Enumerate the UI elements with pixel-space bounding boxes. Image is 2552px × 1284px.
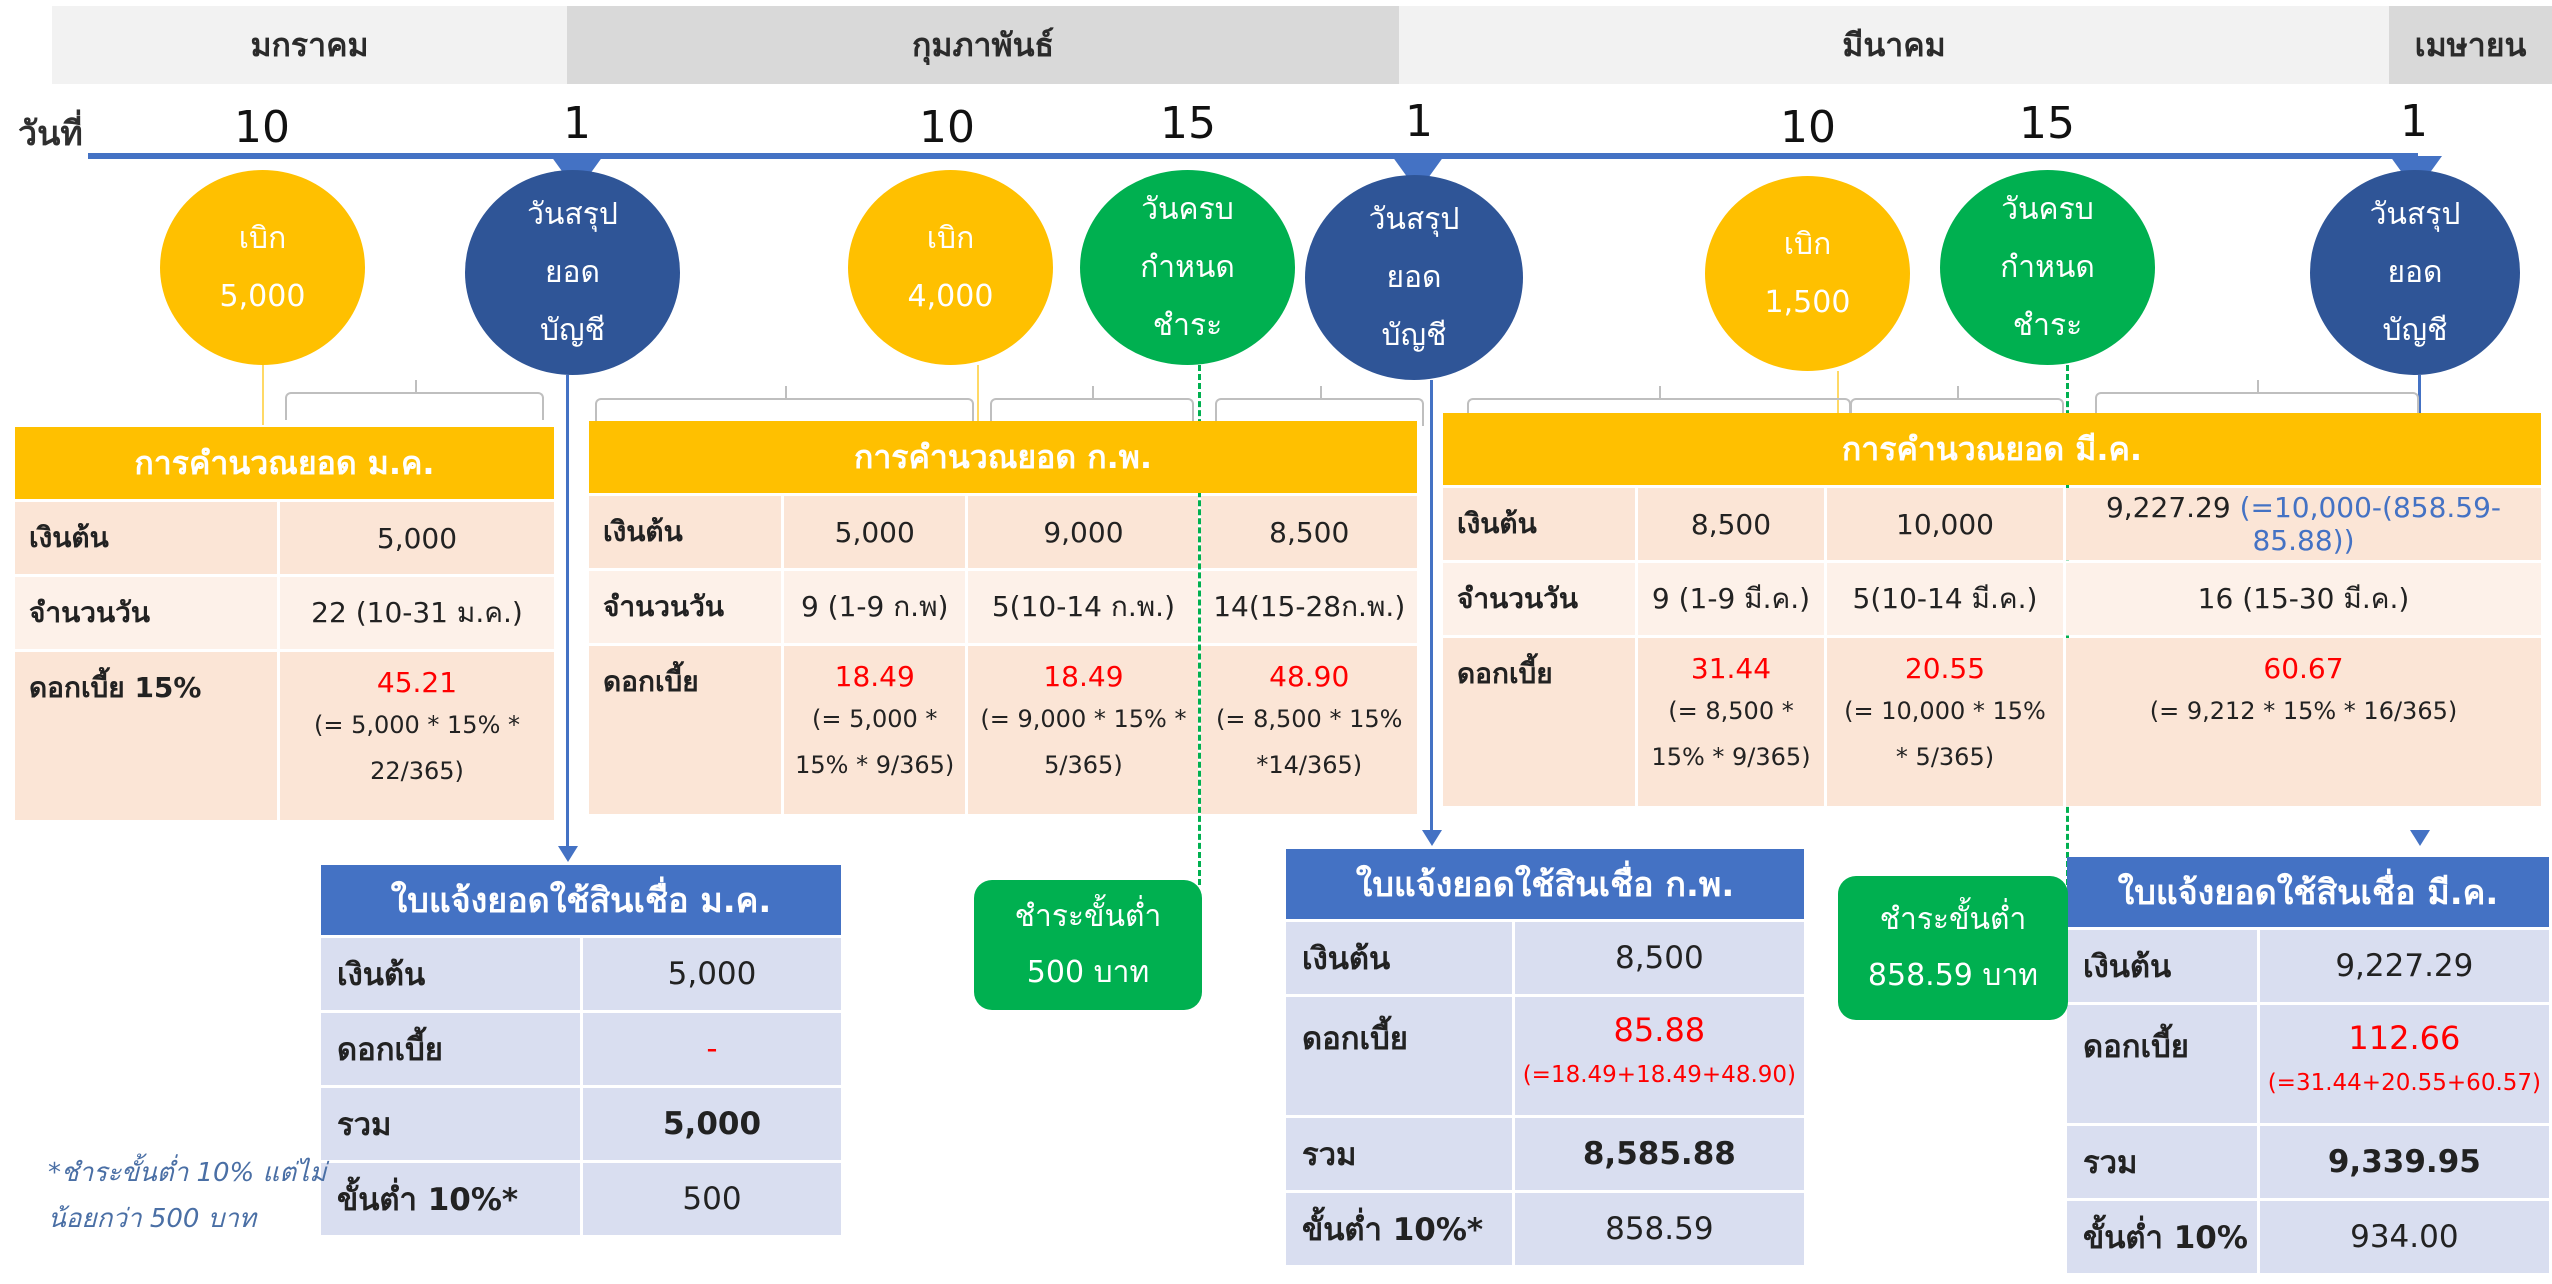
- min-payment-box: [974, 880, 1202, 1010]
- principal-value: 8,500: [1201, 496, 1417, 568]
- days-value: 9 (1-9 มี.ค.): [1638, 563, 1824, 635]
- month-march: มีนาคม: [1399, 6, 2389, 84]
- interest-cell: [1515, 997, 1804, 1115]
- statement-arrow-line: [1430, 380, 1433, 840]
- calc-table-jan: [12, 424, 557, 823]
- due-day-text: กำหนด: [2000, 249, 2095, 285]
- statement-arrow-line: [566, 375, 569, 855]
- row-label-minimum: ขั้นต่ำ 10%: [2067, 1201, 2257, 1273]
- principal-value: 9,227.29: [2260, 930, 2549, 1002]
- day-marker: 10: [919, 102, 975, 153]
- interest-value: 112.66: [2348, 1019, 2461, 1057]
- withdraw-label: เบิก: [1783, 226, 1832, 262]
- principal-value: 10,000: [1827, 488, 2063, 560]
- statement-table-mar: [2064, 854, 2552, 1276]
- calc-table-mar: [1440, 410, 2544, 809]
- principal-value: 9,000: [968, 496, 1198, 568]
- principal-value: 8,500: [1515, 922, 1804, 994]
- timeline-axis: [88, 153, 2418, 159]
- calc-title: การคำนวณยอด ก.พ.: [589, 421, 1417, 493]
- days-value: 5(10-14 มี.ค.): [1827, 563, 2063, 635]
- min-payment-label: ชำระขั้นต่ำ: [1014, 899, 1162, 934]
- interest-formula: (=31.44+20.55+60.57): [2267, 1070, 2541, 1096]
- interest-value: -: [583, 1013, 841, 1085]
- interest-value: 85.88: [1613, 1011, 1706, 1049]
- day-marker: 1: [2400, 96, 2428, 147]
- principal-value: 5,000: [280, 502, 554, 574]
- statement-day-event: [2310, 170, 2520, 375]
- day-marker: 1: [1405, 96, 1433, 147]
- days-value: 16 (15-30 มี.ค.): [2066, 563, 2541, 635]
- withdraw-event: [848, 170, 1053, 365]
- arrow-head-icon: [558, 846, 578, 862]
- interest-cell: [1827, 638, 2063, 806]
- interest-formula: (= 8,500 *: [1668, 697, 1794, 725]
- interest-cell: [784, 646, 965, 814]
- interest-value: 18.49: [1043, 660, 1124, 693]
- min-payment-amount: 500 บาท: [1026, 955, 1150, 990]
- days-value: 9 (1-9 ก.พ): [784, 571, 965, 643]
- row-label-interest: ดอกเบี้ย: [589, 646, 781, 814]
- day-marker: 10: [1780, 102, 1836, 153]
- interest-formula: * 5/365): [1895, 743, 1995, 771]
- interest-cell: [1638, 638, 1824, 806]
- month-april: เมษายน: [2389, 6, 2552, 84]
- statement-table-jan: [318, 862, 844, 1238]
- principal-value: 5,000: [583, 938, 841, 1010]
- total-value: 5,000: [583, 1088, 841, 1160]
- connector-line: [977, 365, 979, 425]
- statement-day-text: บัญชี: [1381, 317, 1447, 353]
- statement-day-event: [465, 170, 680, 375]
- day-marker: 15: [2019, 98, 2075, 149]
- row-label-interest: ดอกเบี้ย: [321, 1013, 580, 1085]
- calc-table-feb: [586, 418, 1420, 817]
- due-day-text: ชำระ: [1152, 307, 1223, 343]
- interest-formula: (= 10,000 * 15%: [1844, 697, 2046, 725]
- interest-value: 45.21: [376, 666, 458, 699]
- due-day-text: วันครบ: [2001, 191, 2094, 227]
- principal-value-last: [2066, 488, 2541, 560]
- row-label-total: รวม: [321, 1088, 580, 1160]
- interest-cell: [1201, 646, 1417, 814]
- interest-formula: (= 9,000 * 15% *: [980, 705, 1187, 733]
- day-label: วันที่: [18, 114, 83, 154]
- row-label-total: รวม: [1286, 1118, 1512, 1190]
- min-payment-label: ชำระขั้นต่ำ: [1879, 902, 2027, 937]
- arrow-head-icon: [1422, 830, 1442, 846]
- row-label-principal: เงินต้น: [589, 496, 781, 568]
- period-brace: [285, 392, 544, 420]
- minimum-payment-note: [48, 1150, 326, 1242]
- row-label-principal: เงินต้น: [1286, 922, 1512, 994]
- interest-formula: (= 5,000 * 15% *: [313, 711, 521, 739]
- row-label-interest: ดอกเบี้ย: [1286, 997, 1512, 1115]
- row-label-principal: เงินต้น: [1443, 488, 1635, 560]
- withdraw-label: เบิก: [238, 220, 287, 256]
- due-day-text: กำหนด: [1140, 249, 1235, 285]
- month-february: กุมภาพันธ์: [567, 6, 1399, 84]
- due-day-event: [1940, 170, 2155, 365]
- interest-value: 60.67: [2263, 652, 2344, 685]
- calc-title: การคำนวณยอด ม.ค.: [15, 427, 554, 499]
- day-marker: 1: [563, 98, 591, 149]
- minimum-value: 500: [583, 1163, 841, 1235]
- withdraw-event: [1705, 176, 1910, 371]
- interest-formula: 22/365): [370, 757, 464, 785]
- principal-value: 9,227.29: [2105, 491, 2231, 524]
- interest-formula: 5/365): [1044, 751, 1123, 779]
- withdraw-amount: 1,500: [1764, 284, 1851, 320]
- principal-formula: (=10,000-(858.59-85.88)): [2239, 491, 2502, 557]
- row-label-minimum: ขั้นต่ำ 10%*: [321, 1163, 580, 1235]
- withdraw-amount: 5,000: [219, 278, 306, 314]
- due-day-text: วันครบ: [1141, 191, 1234, 227]
- statement-title: ใบแจ้งยอดใช้สินเชื่อ มี.ค.: [2067, 857, 2549, 927]
- row-label-principal: เงินต้น: [15, 502, 277, 574]
- arrow-head-icon: [2410, 830, 2430, 846]
- statement-day-text: ยอด: [544, 254, 601, 290]
- row-label-interest: ดอกเบี้ย: [1443, 638, 1635, 806]
- days-value: 22 (10-31 ม.ค.): [280, 577, 554, 649]
- statement-title: ใบแจ้งยอดใช้สินเชื่อ ก.พ.: [1286, 849, 1804, 919]
- row-label-total: รวม: [2067, 1126, 2257, 1198]
- interest-cell: [280, 652, 554, 820]
- row-label-days: จำนวนวัน: [589, 571, 781, 643]
- interest-cell: [2260, 1005, 2549, 1123]
- withdraw-event: [160, 170, 365, 365]
- statement-day-text: ยอด: [1386, 259, 1442, 295]
- interest-formula: (= 9,212 * 15% * 16/365): [2149, 697, 2458, 725]
- interest-value: 48.90: [1269, 660, 1350, 693]
- note-line: น้อยกว่า 500 บาท: [48, 1204, 256, 1234]
- days-value: 14(15-28ก.พ.): [1201, 571, 1417, 643]
- row-label-interest: ดอกเบี้ย 15%: [15, 652, 277, 820]
- interest-cell: [968, 646, 1198, 814]
- connector-line: [262, 365, 264, 425]
- total-value: 9,339.95: [2260, 1126, 2549, 1198]
- row-label-interest: ดอกเบี้ย: [2067, 1005, 2257, 1123]
- min-payment-box: [1838, 876, 2068, 1020]
- minimum-value: 934.00: [2260, 1201, 2549, 1273]
- statement-day-text: วันสรุป: [527, 196, 618, 232]
- principal-value: 5,000: [784, 496, 965, 568]
- min-payment-amount: 858.59 บาท: [1867, 958, 2039, 993]
- statement-day-text: วันสรุป: [1368, 201, 1460, 237]
- day-marker: 15: [1160, 98, 1216, 149]
- statement-day-event: [1305, 175, 1523, 380]
- due-day-text: ชำระ: [2012, 307, 2083, 343]
- statement-day-text: ยอด: [2387, 254, 2443, 290]
- interest-formula: 15% * 9/365): [1651, 743, 1811, 771]
- principal-value: 8,500: [1638, 488, 1824, 560]
- interest-value: 20.55: [1904, 652, 1986, 685]
- statement-day-text: บัญชี: [2382, 312, 2448, 348]
- row-label-principal: เงินต้น: [321, 938, 580, 1010]
- interest-formula: (= 5,000 *: [811, 705, 938, 733]
- statement-day-text: วันสรุป: [2369, 196, 2461, 232]
- total-value: 8,585.88: [1515, 1118, 1804, 1190]
- interest-formula: (= 8,500 * 15%: [1216, 705, 1403, 733]
- day-marker: 10: [234, 102, 290, 153]
- withdraw-amount: 4,000: [907, 278, 994, 314]
- month-january: มกราคม: [52, 6, 567, 84]
- statement-day-text: บัญชี: [540, 312, 605, 348]
- row-label-principal: เงินต้น: [2067, 930, 2257, 1002]
- calc-title: การคำนวณยอด มี.ค.: [1443, 413, 2541, 485]
- row-label-days: จำนวนวัน: [15, 577, 277, 649]
- interest-value: 31.44: [1690, 652, 1772, 685]
- interest-formula: *14/365): [1256, 751, 1363, 779]
- due-day-event: [1080, 170, 1295, 365]
- row-label-minimum: ขั้นต่ำ 10%*: [1286, 1193, 1512, 1265]
- statement-table-feb: [1283, 846, 1807, 1268]
- note-line: *ชำระขั้นต่ำ 10% แต่ไม่: [48, 1158, 327, 1188]
- interest-formula: 15% * 9/365): [795, 751, 955, 779]
- row-label-days: จำนวนวัน: [1443, 563, 1635, 635]
- withdraw-label: เบิก: [926, 220, 975, 256]
- interest-value: 18.49: [834, 660, 915, 693]
- interest-formula: (=18.49+18.49+48.90): [1522, 1062, 1796, 1088]
- statement-title: ใบแจ้งยอดใช้สินเชื่อ ม.ค.: [321, 865, 841, 935]
- interest-cell: [2066, 638, 2541, 806]
- days-value: 5(10-14 ก.พ.): [968, 571, 1198, 643]
- minimum-value: 858.59: [1515, 1193, 1804, 1265]
